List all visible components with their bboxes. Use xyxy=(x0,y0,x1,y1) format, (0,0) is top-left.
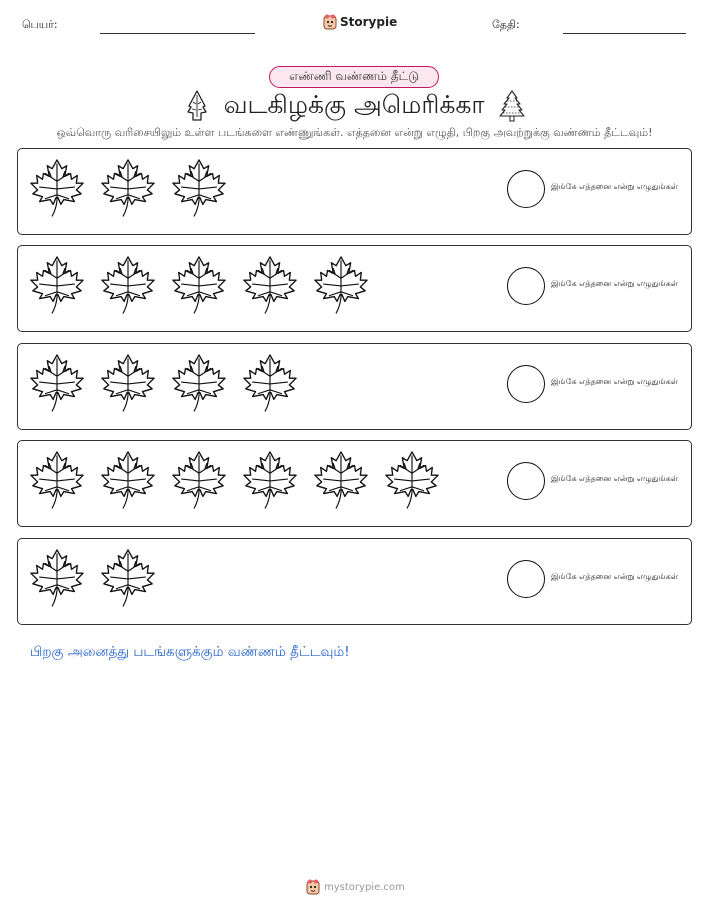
maple-leaf-icon[interactable] xyxy=(99,353,157,413)
maple-leaf-icon[interactable] xyxy=(28,158,86,218)
storypie-logo-icon xyxy=(306,879,320,895)
answer-circle[interactable] xyxy=(507,365,545,403)
maple-leaf-icon[interactable] xyxy=(241,255,299,315)
page-title: வடகிழக்கு அமெரிக்கா xyxy=(223,89,485,119)
maple-leaf-icon[interactable] xyxy=(28,255,86,315)
answer-circle[interactable] xyxy=(507,170,545,208)
answer-hint: இங்கே எத்தனை என்று எழுதுங்கள் xyxy=(551,572,678,581)
answer-hint: இங்கே எத்தனை என்று எழுதுங்கள் xyxy=(551,279,678,288)
leaf-group xyxy=(28,450,441,510)
maple-leaf-icon[interactable] xyxy=(383,450,441,510)
answer-hint: இங்கே எத்தனை என்று எழுதுங்கள் xyxy=(551,182,678,191)
maple-leaf-icon[interactable] xyxy=(312,450,370,510)
color-all-instruction: பிறகு அனைத்து படங்களுக்கும் வண்ணம் தீட்டவும்! xyxy=(30,644,350,660)
answer-circle[interactable] xyxy=(507,462,545,500)
site-footer xyxy=(306,879,405,895)
maple-leaf-icon[interactable] xyxy=(241,450,299,510)
arrowhead-icon xyxy=(184,90,210,122)
maple-leaf-icon[interactable] xyxy=(312,255,370,315)
answer-circle[interactable] xyxy=(507,267,545,305)
count-row-1 xyxy=(17,148,692,235)
answer-circle[interactable] xyxy=(507,560,545,598)
maple-leaf-icon[interactable] xyxy=(28,450,86,510)
name-line[interactable] xyxy=(100,33,255,34)
count-row-3 xyxy=(17,343,692,430)
activity-badge: எண்ணி வண்ணம் தீட்டு xyxy=(269,66,439,88)
count-row-2 xyxy=(17,245,692,332)
maple-leaf-icon[interactable] xyxy=(99,158,157,218)
maple-leaf-icon[interactable] xyxy=(241,353,299,413)
maple-leaf-icon[interactable] xyxy=(170,353,228,413)
name-label: பெயர்: xyxy=(22,18,58,31)
brand xyxy=(323,14,397,30)
instructions: ஒவ்வொரு வரிசையிலும் உள்ள படங்களை எண்ணுங்கள். எத்தனை என்று எழுதி, பிறகு அவற்றுக்கு வண்ணம் தீட்டவும்! xyxy=(56,126,653,139)
answer-hint: இங்கே எத்தனை என்று எழுதுங்கள் xyxy=(551,474,678,483)
leaf-group xyxy=(28,353,299,413)
maple-leaf-icon[interactable] xyxy=(99,255,157,315)
date-label: தேதி: xyxy=(492,18,520,31)
date-line[interactable] xyxy=(563,33,686,34)
maple-leaf-icon[interactable] xyxy=(170,450,228,510)
brand-name: Storypie xyxy=(340,15,398,29)
count-row-5 xyxy=(17,538,692,625)
storypie-logo-icon xyxy=(323,14,337,30)
maple-leaf-icon[interactable] xyxy=(28,353,86,413)
count-row-4 xyxy=(17,440,692,527)
maple-leaf-icon[interactable] xyxy=(99,450,157,510)
title-row xyxy=(160,88,550,124)
maple-leaf-icon[interactable] xyxy=(170,158,228,218)
maple-leaf-icon[interactable] xyxy=(99,548,157,608)
pine-tree-icon xyxy=(498,90,526,122)
maple-leaf-icon[interactable] xyxy=(28,548,86,608)
answer-hint: இங்கே எத்தனை என்று எழுதுங்கள் xyxy=(551,377,678,386)
leaf-group xyxy=(28,255,370,315)
maple-leaf-icon[interactable] xyxy=(170,255,228,315)
site-url[interactable]: mystorypie.com xyxy=(324,881,405,893)
leaf-group xyxy=(28,158,228,218)
leaf-group xyxy=(28,548,157,608)
